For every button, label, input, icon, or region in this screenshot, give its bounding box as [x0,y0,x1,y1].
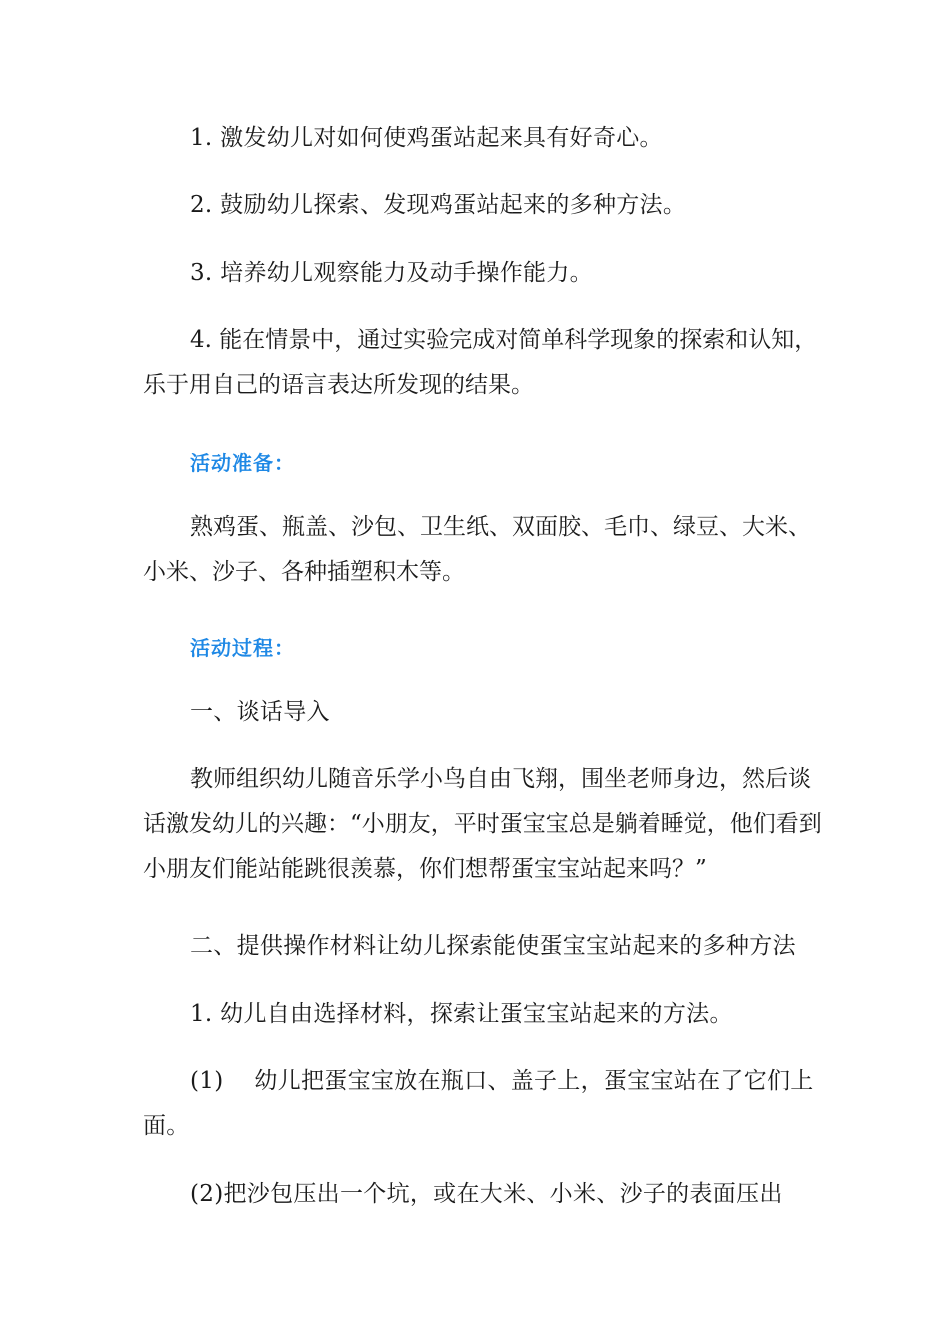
process-heading: 活动过程： [190,636,295,660]
goal-4: 4. 能在情景中，通过实验完成对简单科学现象的探索和认知，乐于用自己的语言表达所发现的结果。 [143,327,818,398]
prep-text: 熟鸡蛋、瓶盖、沙包、卫生纸、双面胶、毛巾、绿豆、大米、小米、沙子、各种插塑积木等。 [143,514,811,585]
step2-sub-1: (1) 幼儿把蛋宝宝放在瓶口、盖子上，蛋宝宝站在了它们上面。 [143,1068,814,1139]
goal-1: 1. 激发幼儿对如何使鸡蛋站起来具有好奇心。 [190,125,663,151]
step2-item-1: 1. 幼儿自由选择材料，探索让蛋宝宝站起来的方法。 [190,1001,733,1027]
step1-title: 一、谈话导入 [190,699,330,725]
goal-2: 2. 鼓励幼儿探索、发现鸡蛋站起来的多种方法。 [190,192,687,218]
prep-heading: 活动准备： [190,451,295,475]
step2-title: 二、提供操作材料让幼儿探索能使蛋宝宝站起来的多种方法 [190,933,796,959]
goal-3: 3. 培养幼儿观察能力及动手操作能力。 [190,260,593,286]
step1-text: 教师组织幼儿随音乐学小鸟自由飞翔，围坐老师身边，然后谈话激发幼儿的兴趣：“小朋友，平时蛋宝宝总是躺着睡觉，他们看到小朋友们能站能跳很羡慕，你们想帮蛋宝宝站起来吗？” [143,766,822,882]
step2-sub-2: (2)把沙包压出一个坑，或在大米、小米、沙子的表面压出 [190,1181,783,1207]
